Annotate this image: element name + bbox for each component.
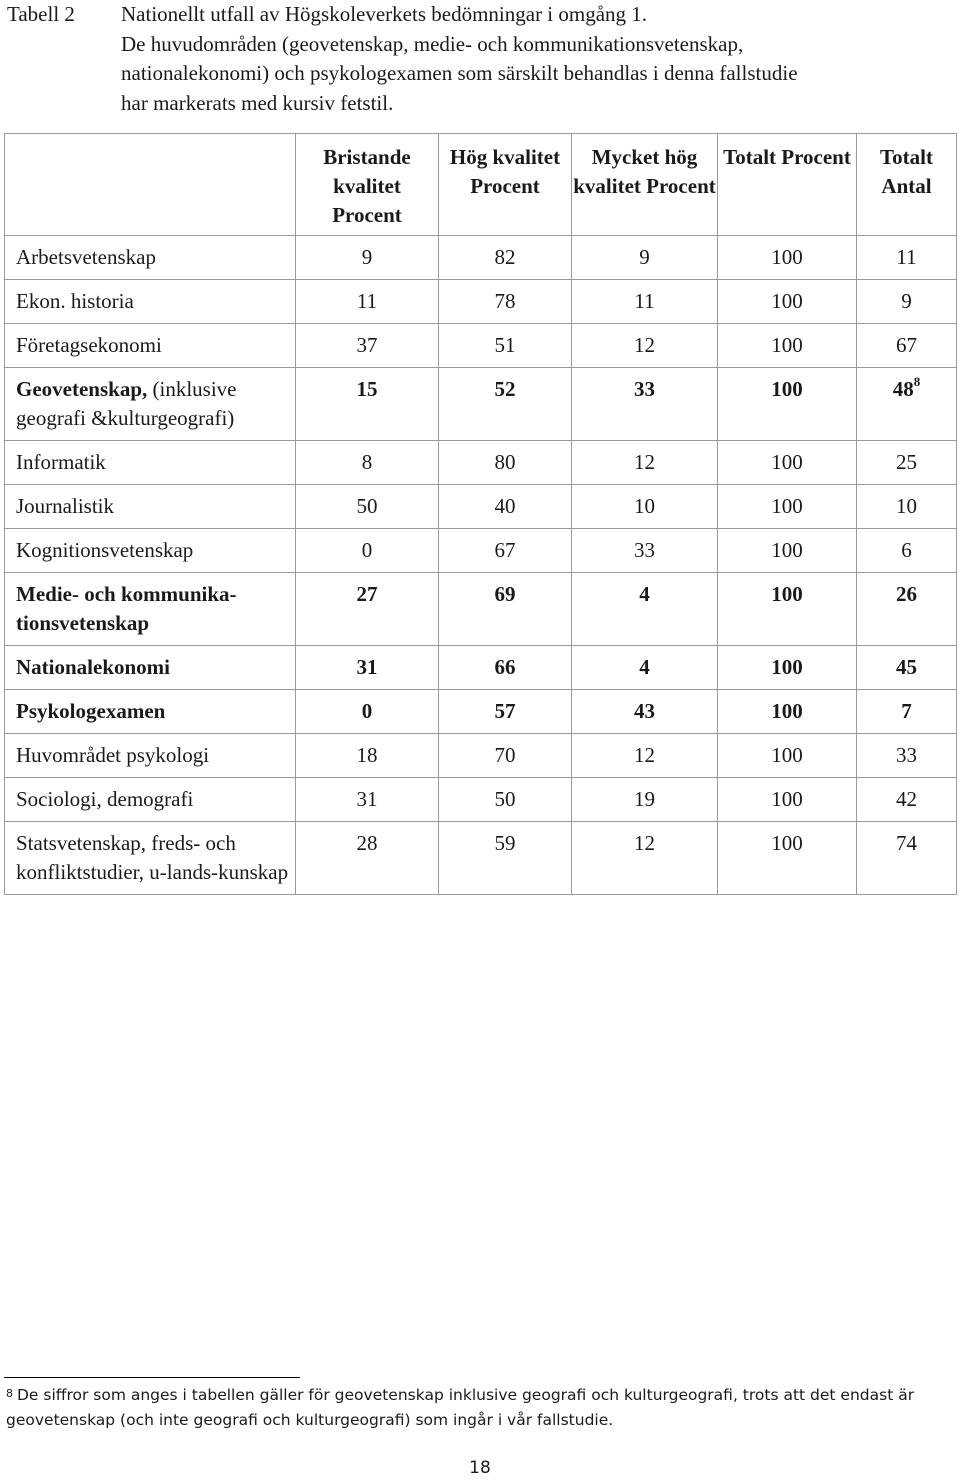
value-cell <box>439 236 572 280</box>
cell-value: 4 <box>639 582 650 606</box>
row-label-cell <box>5 734 296 778</box>
value-cell <box>857 368 957 441</box>
row-label: Psykologexamen <box>16 699 166 723</box>
cell-value: 80 <box>494 450 516 474</box>
row-label-cell <box>5 646 296 690</box>
row-label-cell <box>5 778 296 822</box>
value-cell <box>439 573 572 646</box>
table-row <box>5 236 957 280</box>
caption-line: Nationellt utfall av Högskoleverkets bedömningar i omgång 1. <box>121 2 648 26</box>
cell-value: 11 <box>356 289 378 313</box>
value-cell <box>439 280 572 324</box>
cell-value: 31 <box>356 655 378 679</box>
value-cell <box>718 822 857 895</box>
header-cell-empty <box>5 134 296 236</box>
caption-line: De huvudområden (geovetenskap, medie- och kommunikationsvetenskap, <box>121 31 744 56</box>
row-label-cell <box>5 441 296 485</box>
caption-line: har markerats med kursiv fetstil. <box>121 90 394 115</box>
cell-value: 78 <box>494 289 516 313</box>
table-body <box>5 236 957 895</box>
cell-value: 100 <box>771 289 803 313</box>
row-label: Arbetsvetenskap <box>16 245 156 269</box>
header-cell-mycket-hog: Mycket hög kvalitet Procent <box>572 134 718 236</box>
cell-value: 18 <box>356 743 378 767</box>
value-cell <box>296 646 439 690</box>
value-cell <box>572 441 718 485</box>
footnote-separator <box>4 1377 300 1378</box>
value-cell <box>718 280 857 324</box>
table-row <box>5 646 957 690</box>
cell-value: 33 <box>634 538 655 562</box>
cell-value: 9 <box>901 289 912 313</box>
value-cell <box>857 280 957 324</box>
cell-value: 74 <box>896 831 917 855</box>
cell-value: 57 <box>494 699 516 723</box>
cell-value: 10 <box>896 494 917 518</box>
cell-value: 40 <box>494 494 516 518</box>
cell-value: 100 <box>771 538 803 562</box>
table-row <box>5 368 957 441</box>
cell-value: 31 <box>356 787 378 811</box>
cell-value: 100 <box>771 582 803 606</box>
value-cell <box>718 236 857 280</box>
cell-value: 9 <box>639 245 650 269</box>
value-cell <box>857 236 957 280</box>
value-cell <box>572 529 718 573</box>
table-row <box>5 441 957 485</box>
cell-value: 12 <box>634 831 655 855</box>
cell-value: 100 <box>771 831 803 855</box>
cell-value: 100 <box>771 333 803 357</box>
value-cell <box>857 646 957 690</box>
row-label: Kognitionsvetenskap <box>16 538 194 562</box>
cell-value: 37 <box>356 333 378 357</box>
table-row <box>5 778 957 822</box>
row-label-cell <box>5 324 296 368</box>
value-cell <box>439 734 572 778</box>
value-cell <box>572 778 718 822</box>
cell-value: 6 <box>901 538 912 562</box>
row-label: Ekon. historia <box>16 289 134 313</box>
table-row <box>5 529 957 573</box>
header-cell-totalt-antal: Totalt Antal <box>857 134 957 236</box>
cell-value: 12 <box>634 450 655 474</box>
cell-value: 100 <box>771 377 803 401</box>
cell-value: 33 <box>896 743 917 767</box>
cell-value: 70 <box>494 743 516 767</box>
cell-value: 0 <box>361 699 373 723</box>
row-label: Journalistik <box>16 494 114 518</box>
cell-value: 100 <box>771 655 803 679</box>
cell-value: 12 <box>634 743 655 767</box>
value-cell <box>439 368 572 441</box>
row-label: Företagsekonomi <box>16 333 162 357</box>
value-cell <box>439 324 572 368</box>
value-cell <box>296 690 439 734</box>
page-number: 18 <box>469 1458 491 1478</box>
footnote-text: De siffror som anges i tabellen gäller för geovetenskap inklusive geografi och kulturgeografi, trots att det endast är geovetenskap (och inte geografi och kulturgeografi) som ingår i vår fallstudie. <box>6 1386 915 1429</box>
header-cell-bristande: Bristande kvalitet Procent <box>296 134 439 236</box>
table-header-row <box>5 134 957 236</box>
row-label: Informatik <box>16 450 106 474</box>
value-cell <box>718 778 857 822</box>
row-label: Sociologi, demografi <box>16 787 194 811</box>
value-cell <box>857 778 957 822</box>
cell-value: 10 <box>634 494 655 518</box>
row-label: Medie- och kommunika-tionsvetenskap <box>16 582 237 635</box>
cell-value: 8 <box>361 450 373 474</box>
footnote-reference: 8 <box>913 374 921 389</box>
value-cell <box>296 573 439 646</box>
cell-value: 67 <box>896 333 917 357</box>
value-cell <box>718 573 857 646</box>
row-label-cell <box>5 236 296 280</box>
cell-value: 100 <box>771 699 803 723</box>
value-cell <box>718 368 857 441</box>
value-cell <box>572 280 718 324</box>
cell-value: 12 <box>634 333 655 357</box>
value-cell <box>572 324 718 368</box>
cell-value: 4 <box>639 655 650 679</box>
table-row <box>5 324 957 368</box>
value-cell <box>718 324 857 368</box>
quality-table <box>4 133 957 895</box>
cell-value: 25 <box>896 450 917 474</box>
value-cell <box>572 734 718 778</box>
value-cell <box>857 734 957 778</box>
value-cell <box>572 822 718 895</box>
cell-value: 52 <box>494 377 516 401</box>
cell-value: 51 <box>494 333 516 357</box>
cell-value: 43 <box>634 699 655 723</box>
cell-value: 100 <box>771 245 803 269</box>
value-cell <box>572 690 718 734</box>
cell-value: 100 <box>771 450 803 474</box>
header-cell-hog: Hög kvalitet Procent <box>439 134 572 236</box>
cell-value: 19 <box>634 787 655 811</box>
value-cell <box>572 646 718 690</box>
value-cell <box>857 485 957 529</box>
row-label-cell <box>5 573 296 646</box>
header-cell-totalt-procent: Totalt Procent <box>718 134 857 236</box>
cell-value: 42 <box>896 787 917 811</box>
value-cell <box>857 573 957 646</box>
cell-value: 0 <box>361 538 373 562</box>
value-cell <box>296 778 439 822</box>
value-cell <box>296 324 439 368</box>
value-cell <box>572 485 718 529</box>
table-row <box>5 822 957 895</box>
row-label: Huvområdet psykologi <box>16 743 210 767</box>
value-cell <box>296 236 439 280</box>
cell-value: 67 <box>494 538 516 562</box>
row-label-cell <box>5 368 296 441</box>
value-cell <box>296 485 439 529</box>
cell-value: 48 <box>892 377 914 401</box>
value-cell <box>572 368 718 441</box>
cell-value: 59 <box>494 831 516 855</box>
value-cell <box>296 280 439 324</box>
cell-value: 26 <box>896 582 917 606</box>
value-cell <box>718 529 857 573</box>
row-label-cell <box>5 529 296 573</box>
footnote-marker: 8 <box>6 1387 13 1400</box>
cell-value: 11 <box>896 245 917 269</box>
value-cell <box>718 646 857 690</box>
value-cell <box>439 778 572 822</box>
cell-value: 11 <box>634 289 655 313</box>
table-row <box>5 690 957 734</box>
row-label-cell <box>5 280 296 324</box>
table-caption-label: Tabell 2 <box>7 2 75 26</box>
value-cell <box>296 368 439 441</box>
cell-value: 50 <box>494 787 516 811</box>
value-cell <box>718 690 857 734</box>
value-cell <box>718 734 857 778</box>
value-cell <box>296 734 439 778</box>
value-cell <box>296 822 439 895</box>
table-row <box>5 485 957 529</box>
table-row <box>5 734 957 778</box>
value-cell <box>296 529 439 573</box>
cell-value: 66 <box>494 655 516 679</box>
cell-value: 100 <box>771 494 803 518</box>
value-cell <box>857 529 957 573</box>
cell-value: 9 <box>361 245 373 269</box>
cell-value: 15 <box>356 377 378 401</box>
value-cell <box>439 646 572 690</box>
row-label: Geovetenskap, <box>16 377 148 401</box>
value-cell <box>718 485 857 529</box>
cell-value: 45 <box>896 655 917 679</box>
value-cell <box>296 441 439 485</box>
cell-value: 50 <box>356 494 378 518</box>
value-cell <box>572 236 718 280</box>
row-label: Nationalekonomi <box>16 655 171 679</box>
row-label-cell <box>5 485 296 529</box>
cell-value: 69 <box>494 582 516 606</box>
cell-value: 33 <box>634 377 655 401</box>
row-label-extra: (inklusive geografi &kulturgeografi) <box>16 377 237 430</box>
value-cell <box>439 441 572 485</box>
value-cell <box>718 441 857 485</box>
cell-value: 7 <box>901 699 912 723</box>
value-cell <box>439 690 572 734</box>
row-label-cell <box>5 690 296 734</box>
value-cell <box>857 822 957 895</box>
value-cell <box>439 529 572 573</box>
row-label-cell <box>5 822 296 895</box>
value-cell <box>439 485 572 529</box>
cell-value: 100 <box>771 743 803 767</box>
cell-value: 28 <box>356 831 378 855</box>
row-label: Statsvetenskap, freds- och konfliktstudier, u-lands-kunskap <box>16 831 289 884</box>
value-cell <box>572 573 718 646</box>
table-row <box>5 280 957 324</box>
cell-value: 100 <box>771 787 803 811</box>
caption-line: nationalekonomi) och psykologexamen som särskilt behandlas i denna fallstudie <box>121 61 798 85</box>
cell-value: 82 <box>494 245 516 269</box>
value-cell <box>857 441 957 485</box>
value-cell <box>439 822 572 895</box>
footnote <box>6 1383 946 1433</box>
value-cell <box>857 690 957 734</box>
value-cell <box>857 324 957 368</box>
table-caption <box>121 0 951 118</box>
cell-value: 27 <box>356 582 378 606</box>
table-row <box>5 573 957 646</box>
